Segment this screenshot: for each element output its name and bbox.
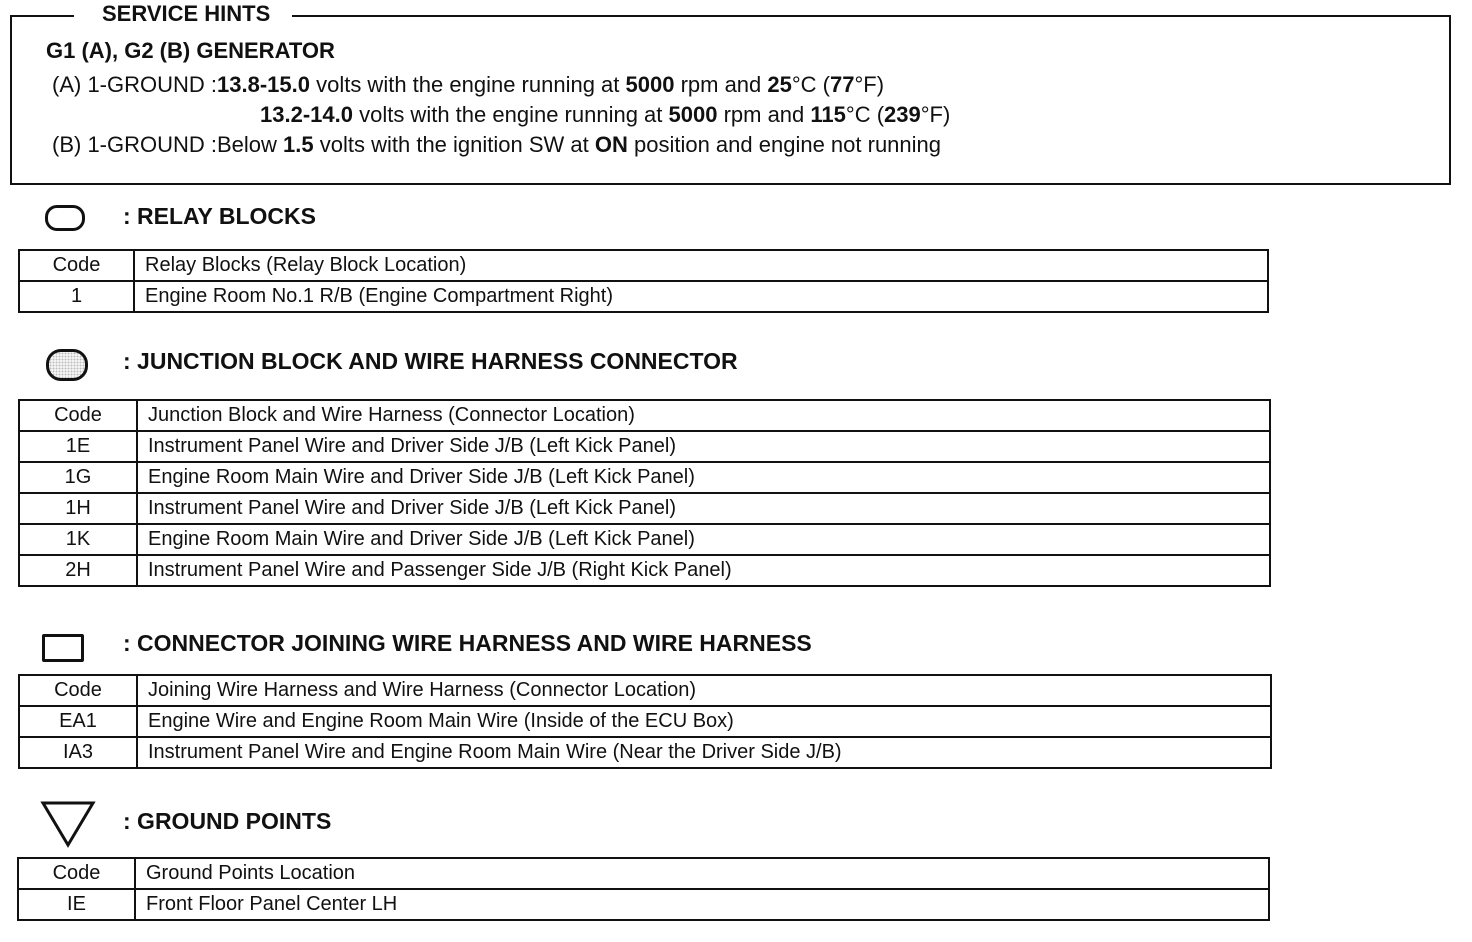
rounded-rect-icon	[45, 205, 85, 231]
table-row	[19, 555, 1270, 586]
code-cell: 2H	[19, 555, 137, 586]
code-cell: EA1	[19, 706, 137, 737]
shaded-rounded-rect-icon	[46, 349, 88, 381]
temp-c-value: 25	[767, 72, 792, 97]
table-header-row	[19, 400, 1270, 431]
location-header: Ground Points Location	[135, 858, 1269, 889]
location-header: Joining Wire Harness and Wire Harness (Connector Location)	[137, 675, 1271, 706]
code-header: Code	[19, 250, 134, 281]
table-row	[19, 737, 1271, 768]
location-cell: Instrument Panel Wire and Passenger Side J/B (Right Kick Panel)	[137, 555, 1270, 586]
code-cell: IE	[18, 889, 135, 920]
temp-unit: °C (	[791, 72, 830, 97]
location-header: Junction Block and Wire Harness (Connector Location)	[137, 400, 1270, 431]
table-row	[18, 889, 1269, 920]
hint-text: position and engine not running	[627, 132, 942, 157]
generator-title: G1 (A), G2 (B) GENERATOR	[46, 38, 335, 63]
relay-blocks-table	[18, 249, 1269, 313]
switch-position: ON	[594, 132, 628, 157]
rpm-value: 5000	[625, 72, 675, 97]
hint-text: Below	[217, 132, 284, 157]
temp-unit: °F)	[854, 72, 885, 97]
hint-text: rpm and	[674, 72, 768, 97]
triangle-icon	[40, 800, 96, 848]
temp-unit: °F)	[920, 102, 951, 127]
temp-c-value: 115	[810, 102, 846, 127]
voltage-value: 1.5	[283, 132, 314, 157]
location-cell: Engine Wire and Engine Room Main Wire (Inside of the ECU Box)	[137, 706, 1271, 737]
hint-line-b	[52, 132, 941, 158]
hint-text: rpm and	[717, 102, 811, 127]
location-cell: Engine Room Main Wire and Driver Side J/B (Left Kick Panel)	[137, 524, 1270, 555]
service-hints-heading: SERVICE HINTS	[74, 1, 292, 27]
location-cell: Instrument Panel Wire and Driver Side J/B (Left Kick Panel)	[137, 493, 1270, 524]
hint-text: volts with the ignition SW at	[313, 132, 595, 157]
code-header: Code	[18, 858, 135, 889]
code-cell: 1G	[19, 462, 137, 493]
hint-line-a1	[52, 72, 884, 98]
connector-table	[18, 674, 1272, 769]
hint-line-a2	[260, 102, 950, 128]
hint-text: volts with the engine running at	[309, 72, 626, 97]
code-cell: 1E	[19, 431, 137, 462]
voltage-range: 13.8-15.0	[217, 72, 310, 97]
rectangle-icon	[42, 634, 84, 662]
location-cell: Instrument Panel Wire and Engine Room Main Wire (Near the Driver Side J/B)	[137, 737, 1271, 768]
junction-block-title: : JUNCTION BLOCK AND WIRE HARNESS CONNECTOR	[123, 348, 738, 374]
table-row	[19, 462, 1270, 493]
code-cell: 1K	[19, 524, 137, 555]
hint-prefix: (A) 1-GROUND :	[52, 72, 217, 97]
code-cell: 1	[19, 281, 134, 312]
location-cell: Instrument Panel Wire and Driver Side J/B (Left Kick Panel)	[137, 431, 1270, 462]
temp-unit: °C (	[845, 102, 885, 127]
location-cell: Front Floor Panel Center LH	[135, 889, 1269, 920]
table-row	[19, 524, 1270, 555]
ground-points-table	[17, 857, 1270, 921]
table-row	[19, 281, 1268, 312]
table-row	[19, 706, 1271, 737]
hint-prefix: (B) 1-GROUND :	[52, 132, 217, 157]
code-header: Code	[19, 675, 137, 706]
voltage-range: 13.2-14.0	[260, 102, 353, 127]
table-row	[19, 431, 1270, 462]
rpm-value: 5000	[668, 102, 718, 127]
code-cell: IA3	[19, 737, 137, 768]
code-cell: 1H	[19, 493, 137, 524]
table-header-row	[18, 858, 1269, 889]
relay-blocks-title: : RELAY BLOCKS	[123, 203, 316, 229]
table-header-row	[19, 675, 1271, 706]
connector-title: : CONNECTOR JOINING WIRE HARNESS AND WIRE HARNESS	[123, 630, 812, 656]
code-header: Code	[19, 400, 137, 431]
table-header-row	[19, 250, 1268, 281]
hint-text: volts with the engine running at	[352, 102, 669, 127]
location-cell: Engine Room No.1 R/B (Engine Compartment Right)	[134, 281, 1268, 312]
junction-block-table	[18, 399, 1271, 587]
ground-points-title: : GROUND POINTS	[123, 808, 332, 834]
location-header: Relay Blocks (Relay Block Location)	[134, 250, 1268, 281]
temp-f-value: 77	[830, 72, 855, 97]
table-row	[19, 493, 1270, 524]
temp-f-value: 239	[884, 102, 921, 127]
location-cell: Engine Room Main Wire and Driver Side J/B (Left Kick Panel)	[137, 462, 1270, 493]
